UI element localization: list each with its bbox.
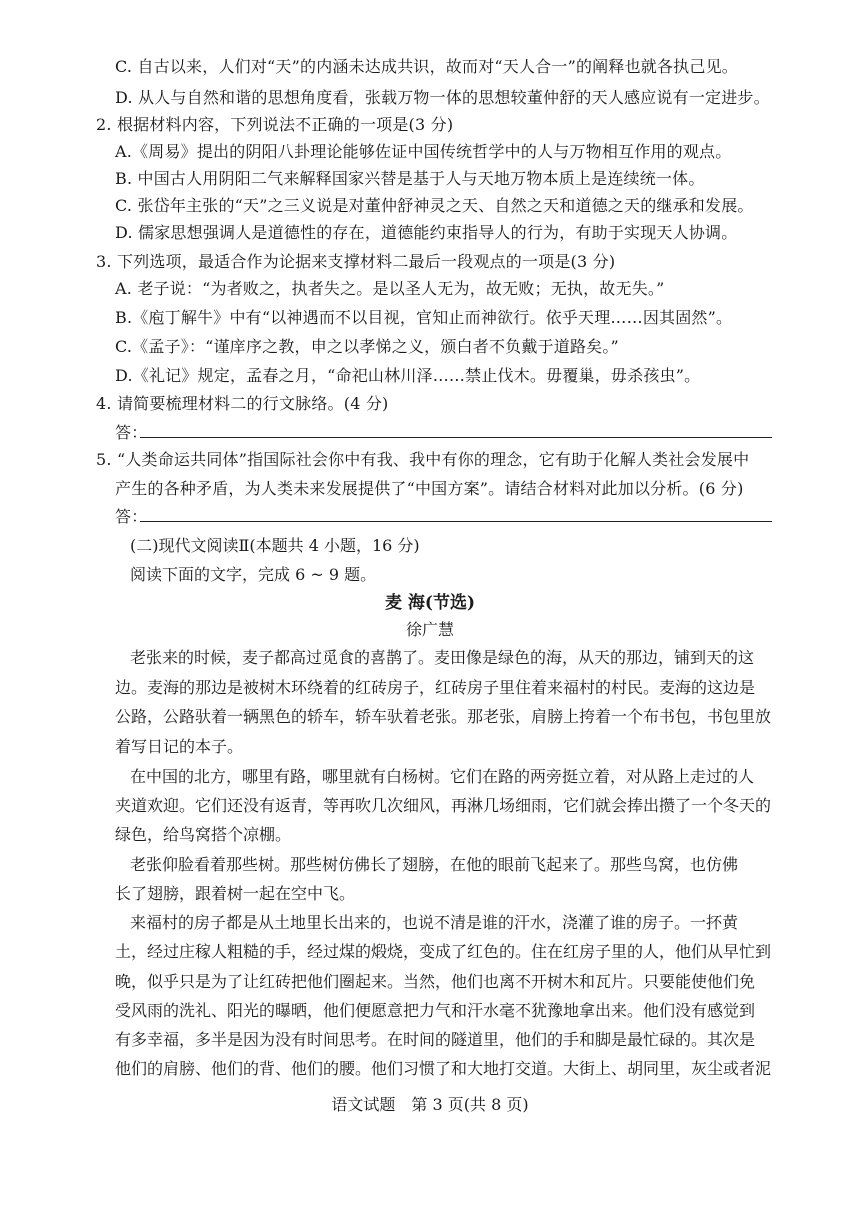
q3-option-b: B.《庖丁解牛》中有“以神遇而不以目视，官知止而神欲行。依乎天理……因其固然”。: [115, 308, 733, 327]
p3-line-1: 老张仰脸看着那些树。那些树仿佛长了翅膀，在他的眼前飞起来了。那些鸟窝，也仿佛: [130, 855, 739, 874]
p4-line-3: 晚，似乎只是为了让红砖把他们圈起来。当然，他们也离不开树木和瓦片。只要能使他们免: [115, 972, 756, 991]
q1-option-d: D. 从人与自然和谐的思想角度看，张载万物一体的思想较董仲舒的天人感应说有一定进步。: [115, 88, 770, 107]
p4-line-2: 土，经过庄稼人粗糙的手，经过煤的煅烧，变成了红色的。住在红房子里的人，他们从早忙到: [115, 942, 772, 961]
p2-line-1: 在中国的北方，哪里有路，哪里就有白杨树。它们在路的两旁挺立着，对从路上走过的人: [130, 767, 755, 786]
p1-line-2: 边。麦海的那边是被树木环绕着的红砖房子，红砖房子里住着来福村的村民。麦海的这边是: [115, 678, 756, 697]
p1-line-3: 公路，公路驮着一辆黑色的轿车，轿车驮着老张。那老张，肩膀上挎着一个布书包，书包里放: [115, 707, 772, 726]
p1-line-1: 老张来的时候，麦子都高过觅食的喜鹊了。麦田像是绿色的海，从天的那边，铺到天的这: [130, 648, 755, 667]
article-author: 徐广慧: [405, 620, 454, 639]
section-heading: (二)现代文阅读Ⅱ(本题共 4 小题，16 分): [130, 536, 420, 555]
q4-stem: 4. 请简要梳理材料二的行文脉络。(4 分): [96, 394, 389, 413]
p3-line-2: 长了翅膀，跟着树一起在空中飞。: [115, 884, 356, 903]
q2-stem: 2. 根据材料内容，下列说法不正确的一项是(3 分): [96, 115, 454, 134]
q3-option-a: A. 老子说：“为者败之，执者失之。是以圣人无为，故无败；无执，故无失。”: [115, 279, 665, 298]
q5-answer-line[interactable]: [140, 521, 772, 522]
section-instruction: 阅读下面的文字，完成 6 ~ 9 题。: [130, 565, 377, 584]
q2-option-a: A.《周易》提出的阴阳八卦理论能够佐证中国传统哲学中的人与万物相互作用的观点。: [115, 142, 732, 161]
q5-answer-label: 答：: [115, 507, 148, 526]
p1-line-4: 着写日记的本子。: [115, 737, 244, 756]
p4-line-5: 有多幸福，多半是因为没有时间思考。在时间的隧道里，他们的手和脚是最忙碌的。其次是: [115, 1030, 756, 1049]
p2-line-3: 绿色，给鸟窝搭个凉棚。: [115, 825, 292, 844]
p4-line-1: 来福村的房子都是从土地里长出来的，也说不清是谁的汗水，浇灌了谁的房子。一抔黄: [130, 913, 739, 932]
q1-option-c: C. 自古以来，人们对“天”的内涵未达成共识，故而对“天人合一”的阐释也就各执己见。: [115, 57, 738, 76]
p4-line-4: 受风雨的洗礼、阳光的曝晒，他们便愿意把力气和汗水毫不犹豫地拿出来。他们没有感觉到: [115, 1001, 756, 1020]
q2-option-b: B. 中国古人用阴阳二气来解释国家兴替是基于人与天地万物本质上是连续统一体。: [115, 169, 705, 188]
p4-line-6: 他们的肩膀、他们的背、他们的腰。他们习惯了和大地打交道。大街上、胡同里，灰尘或者泥: [115, 1059, 772, 1078]
q3-option-d: D.《礼记》规定，孟春之月，“命祀山林川泽……禁止伐木。毋覆巢，毋杀孩虫”。: [115, 366, 701, 385]
article-title: 麦 海(节选): [384, 593, 475, 613]
page-footer: 语文试题 第 3 页(共 8 页): [331, 1095, 529, 1114]
q5-stem-line1: 5. “人类命运共同体”指国际社会你中有我、我中有你的理念，它有助于化解人类社会发展中: [96, 450, 750, 469]
q3-stem: 3. 下列选项，最适合作为论据来支撑材料二最后一段观点的一项是(3 分): [96, 252, 616, 271]
q4-answer-label: 答：: [115, 423, 148, 442]
q5-stem-line2: 产生的各种矛盾，为人类未来发展提供了“中国方案”。请结合材料对此加以分析。(6 分): [115, 479, 744, 498]
q2-option-c: C. 张岱年主张的“天”之三义说是对董仲舒神灵之天、自然之天和道德之天的继承和发展。: [115, 196, 754, 215]
p2-line-2: 夹道欢迎。它们还没有返青，等再吹几次细风，再淋几场细雨，它们就会捧出攒了一个冬天的: [115, 796, 772, 815]
q3-option-c: C.《孟子》：“谨庠序之教，申之以孝悌之义，颁白者不负戴于道路矣。”: [115, 337, 619, 356]
q2-option-d: D. 儒家思想强调人是道德性的存在，道德能约束指导人的行为，有助于实现天人协调。: [115, 223, 738, 242]
q4-answer-line[interactable]: [140, 437, 772, 438]
